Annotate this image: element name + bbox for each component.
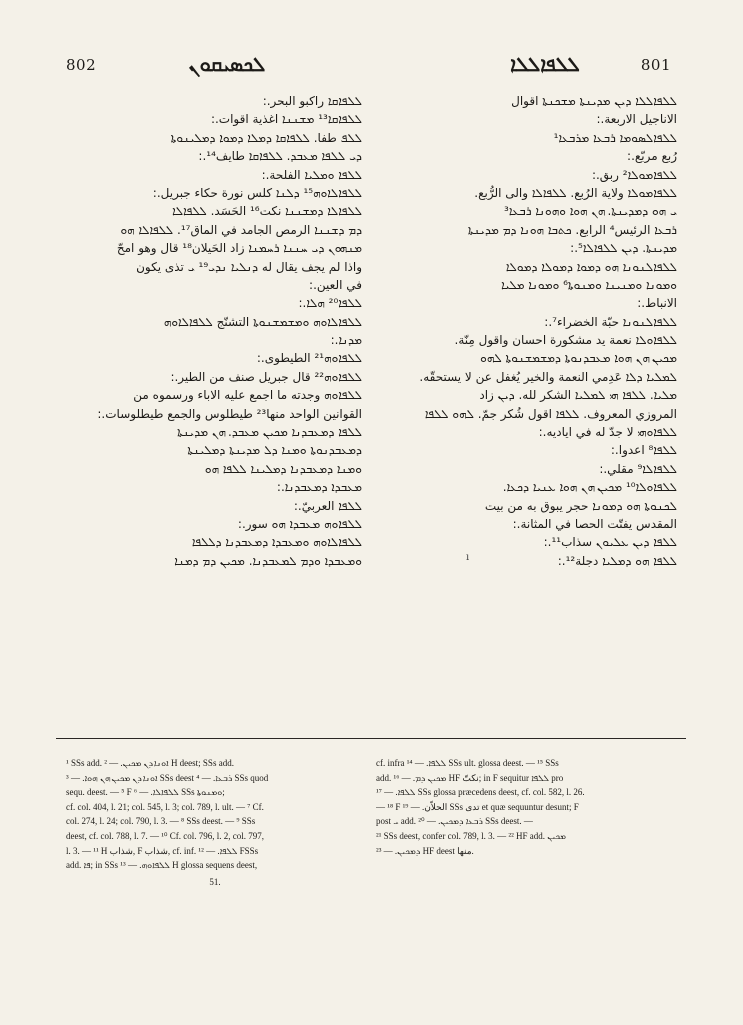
text-line: ܠܠܦܐ. — ¹⁷ SSs glossa præcedens deest, cf. col. 582, l. 26.	[376, 787, 585, 798]
text-line: ܕܡܟܝܢ. — ²³ HF deest منها.	[376, 845, 474, 856]
text-line: ²¹ SSs deest, confer col. 789, l. 3. — ²² HF add. ܡܟܝܢ	[376, 830, 567, 841]
text-line: ܪܒܥܐ الرئيس⁴ الرابع. ܟܬܒܐ ܗܘܢܐ ܕܡ ܡܕܝܢܬܐ	[467, 222, 677, 237]
text-line: ܠܠܦܐ العربيّ.:	[293, 498, 362, 513]
text-line: ܠܠܦܐܘܗ²² قال جبريل صنف من الطير.:	[170, 369, 362, 384]
text-line: رُبع مربّع.:	[627, 149, 677, 164]
text-line: ܠܡܠܝܐ ܕܠܐ عَدِمي النعمة والخير يُغفل عن لا يستحقّه.	[419, 369, 677, 384]
text-line: القوانين الواحد منها²³ طيطلوس والجمع طيطلوسات.:	[97, 406, 362, 421]
text-line: ܠܠܦܐܠܐܘܗ ܘܡܥܒܕܐ ܕܡܥܒܕܢܐ ܕܠܠܦܐ	[191, 535, 362, 550]
text-line: في العين.:	[309, 277, 362, 292]
text-line: ܠܠܦܐܠܢܘܢܐ ܗܘ ܕܡܘܐ ܕܡܘܠܐ ܕܡܘܠܐ	[505, 259, 677, 274]
left-running-title: ܠܟܣܝܩܘܢ	[188, 52, 266, 76]
text-line: ܕܝ ܠܠܦܐ ܡܥܒܕ. ܠܠܦܐܩܐ طايف¹⁴.:	[198, 149, 362, 164]
text-line: المروزي المعروف. ܠܠܦܐ اقول شُكر جمّ. ܠܗܘ ܠܠܦܐ	[424, 406, 677, 421]
text-line: cf. infra ܠܠܦܐ. — ¹⁴ SSs ult. glossa deest. — ¹⁵ SSs	[376, 758, 559, 768]
text-line: ܡܕܝܢܬܐ. ܕܝܢ ܠܠܦܐܠܐ⁵.:	[570, 241, 677, 256]
text-line: post ܝ add. ܪܒܥܐ ܕܡܟܝܢ. — ²⁰ SSs deest. —	[376, 816, 533, 827]
text-line: add. ܦܐ; in SSs ܠܠܦܐܘܗ. — ¹³ H glossa sequens deest,	[66, 860, 258, 871]
running-header	[0, 50, 743, 90]
text-line: add. ܡܟܝܢ ܕܡ. — ¹⁶ HF نكتّ; in F sequitur ܠܠܦܐ pro	[376, 772, 564, 783]
text-line: واذا لم يجف يقال له ܕܢܠܝܐ ܢܕܝ¹⁹ ܝ تذى يكون	[136, 259, 362, 274]
text-line: ܠܠܦܐܘܗܝ لا جدّ له في اياديه.:	[538, 425, 677, 440]
text-line: ܠܠܦܐܘܠܐ¹⁰ ܡܟܝܢ ܗܢ ܗܘܐ ܥܢܝܐ ܕܟܥܐ.	[502, 480, 677, 495]
footnotes-right-lines	[376, 756, 678, 858]
text-line: ܠܠܦܐ ܘܡܠܝܐ الفلحة.:	[261, 167, 362, 182]
footnotes-left-lines	[66, 756, 364, 873]
right-running-title: ܠܠܦܐܠܠܐ	[510, 52, 580, 76]
text-line: ܠܠܦܐܘܗ²¹ الطيطوى.:	[256, 351, 362, 366]
text-line: ܠܠܦܐܘܗ ܡܥܒܕܐ ܗܘ سور.:	[237, 516, 362, 531]
footnotes-right	[376, 756, 678, 858]
text-line: ܠܠܦܐܘܠܐ نعمة يد مشكورة احسان واقول مِنّة.	[454, 333, 677, 348]
text-line: الاناجيل الاربعة.:	[596, 112, 677, 127]
text-line: ܠܠܦ طفا. ܠܠܦܐܩܐ ܕܡܠܐ ܕܡܘܐ ܕܡܠܝܢܘܬܐ	[170, 130, 362, 145]
text-line: المقدس يفتّت الحصا في المثانة.:	[512, 516, 677, 531]
text-line: ܠܟܢܘܬܐ ܗܘ ܕܡܘܢܐ حجر يبوق به من بيت	[484, 498, 677, 513]
text-line: ܠܠܦܐܠܐ ܕܡܫܢܢܐ نكت¹⁶ الحَسَد. ܠܠܦܐܠܐ	[172, 204, 362, 219]
text-line: ܠܠܦܐ⁸ اعدوا.:	[610, 443, 677, 458]
text-line: ܡܠܝܐ. ܠܠܦܐ ܗܝ ܠܡܠܝܐ الشكر لله. ܕܝܢ زاد	[479, 388, 677, 403]
left-page-number: 802	[66, 56, 97, 74]
text-line: ܡܥܒܕܐ ܕܡܥܒܕܢܐ.:	[276, 480, 362, 495]
text-line: ܠܠܦܐܠܢܘܢܐ حبّة الخضراء⁷.:	[544, 314, 677, 329]
text-line: sequ. deest. — ⁵ F ܠܠܦܐܠܐ. — ⁶ SSs ܘܡܢܘܬܐ;	[66, 787, 225, 798]
text-line: ܠܠܦܐܠܐܘܗ¹⁵ ܕܠܢܐ كلس نورة حكاء جبريل.:	[152, 185, 362, 200]
text-line: ܠܠܦܐܡܘܠܐ² ربق.:	[591, 167, 677, 182]
text-line: ܕܡܥܒܕܢܘܬܐ ܘܡܢܐ ܕܠ ܡܕܝܢܬܐ ܕܡܠܝܢܬܐ	[187, 443, 362, 458]
text-line: ܠܠܦܐܠܐ⁹ مقلي.:	[599, 461, 677, 476]
text-line: l. 3. — ¹¹ H شذاب, F شذاب, cf. inf. ܠܠܦܐ. — ¹² FSSs	[66, 845, 259, 856]
margin-mark: ı	[466, 552, 470, 563]
text-line: ܠܠܦܐ²⁰ ܗܠܐ.:	[298, 296, 362, 311]
left-text-column	[66, 92, 362, 570]
text-line: ܠܠܦܐܩܐ¹³ ܡܫܢܢܐ اغذية اقوات.:	[210, 112, 362, 127]
text-line: ܕܡ ܕܫܢܢܐ الرمص الجامد في الماق¹⁷. ܠܠܦܐܠܐ ܗܘ	[120, 222, 362, 237]
text-line: ܡܟܝܢ ܗܢ ܗܘܐ ܡܥܒܕܢܘܬܐ ܕܡܫܡܫܢܘܬܐ ܠܗܘ	[480, 351, 677, 366]
text-line: ܠܠܦܐܩܐ راكبو البحر.:	[262, 94, 362, 108]
text-line: ܘܡܢܐ ܕܡܥܒܕܢܐ ܕܡܠܝܢܐ ܠܠܦܐ ܗܘ	[204, 461, 362, 476]
footnote-divider	[56, 738, 686, 739]
text-line: ܠܠܦܐܡܘܠܐ ولاية الرُبع. ܠܠܦܐܠܐ والى الرُّبع.	[474, 185, 677, 200]
text-line: ܐܘܢܐ ܕܢ ܡܟܝܢ ܗܢ ܗܘܐ. — ³ SSs deest ܪܒܥܐ. — ⁴ SSs quod	[66, 772, 269, 783]
text-line: ܠܠܦܐܘܗ وجدته ما اجمع عليه الاباء ورسموه من	[133, 388, 362, 403]
text-line: ܘܡܘܢܐ ܘܡܢܝܢܐ ܘܡܢܘܬܐ⁶ ܘܡܘܢܐ ܡܠܝܐ	[501, 277, 677, 292]
text-line: ܠܠܦܐ ܕܝܢ ܥܠܝܘܢ سذاب¹¹.:	[543, 535, 677, 550]
text-line: الانباط.:	[637, 296, 677, 311]
text-line: deest, cf. col. 788, l. 7. — ¹⁰ Cf. col. 796, l. 2, col. 797,	[66, 830, 265, 841]
footnotes-left	[66, 756, 364, 889]
text-line: ܠܠܦܐܠܠܐ ܕܝܢ ܡܕܝܢܬܐ ܡܫܟܢܬܐ اقوال	[511, 94, 677, 108]
right-text-column	[377, 92, 677, 570]
text-line: ¹ SSs add. ܐܘܢܐ ܕܢ ܡܟܝܢ. — ² H deest; SSs add.	[66, 758, 234, 768]
text-line: ܠܠܦܐ ܕܡܥܒܕܢܐ ܡܟܝܢ ܡܥܒܕ. ܗܢ ܡܕܝܢܬܐ	[177, 425, 362, 440]
text-line: ܠܠܦܐ ܗܘ ܕܡܠܝܐ دجلة¹².:	[557, 553, 677, 568]
text-line: ܠܠܦܐܠܐܘܗ ܘܡܫܡܫܢܘܬܐ التشنّج ܠܠܦܐܠܐܘܗ	[163, 314, 362, 329]
right-page-number: 801	[640, 56, 671, 74]
text-line: ܘܡܥܒܕܐ ܘܕܡ ܠܡܥܒܕܢܐ. ܡܟܝܢ ܕܡ ܕܡܢܐ	[174, 553, 362, 568]
text-line: — ¹⁸ F الحلاّن. — ¹⁹ SSs تدى et quæ sequuntur desunt; F	[376, 801, 579, 812]
text-line: ܝ ܗܘ ܕܡܕܝܢܬܐ. ܗܢ ܗܘܐ ܘܗܘܢܐ ܪܒܥܐ³	[504, 204, 677, 219]
text-line: col. 274, l. 24; col. 790, l. 3. — ⁸ SSs deest. — ⁹ SSs	[66, 816, 256, 827]
text-line: ܡܕܢܐ.:	[330, 333, 362, 348]
text-line: ܡܢܗܘܢ ܕܝ ܚܢܢܐ ܪܚܡܢܐ زاد الحَيلان¹⁸ قال وهو امحّ	[116, 241, 362, 256]
text-line: ܠܠܦܐܠܣܘܡܐ ܪܒܥܐ ܡܪܒܥܐ¹	[553, 130, 677, 145]
text-line: cf. col. 404, l. 21; col. 545, l. 3; col. 789, l. ult. — ⁷ Cf.	[66, 801, 264, 812]
signature-mark: 51.	[209, 876, 221, 887]
